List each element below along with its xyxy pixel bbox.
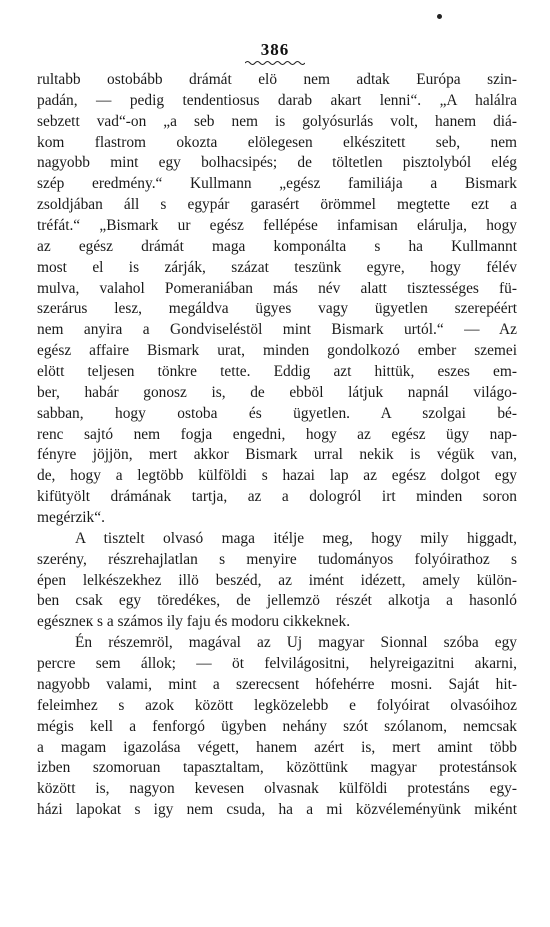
text-line: nagyobb mint egy bolhacsipés; de töltetlen pisztolyból elég	[37, 154, 517, 172]
paragraph-first-line: A tisztelt olvasó maga itélje meg, hogy mily higgadt,	[75, 529, 517, 547]
wavy-rule	[245, 60, 305, 66]
text-line: az egész drámát maga komponálta s ha Kullmannt	[37, 237, 517, 255]
page-header	[0, 40, 550, 66]
text-line: elött teljesen tönkre tette. Eddig azt hittük, eszes em-	[37, 363, 517, 381]
ink-dot	[437, 14, 442, 19]
text-line: rultabb ostobább drámát elö nem adtak Európa szin-	[37, 71, 517, 88]
text-line: fényre jöjjön, mert akkor Bismark urral nekik is végük van,	[37, 446, 517, 464]
text-line: feleimhez s azok között legközelebb e folyóirat olvasóihoz	[37, 696, 517, 714]
text-line: renc sajtó nem fogja engedni, hogy az egész ügy nap-	[37, 425, 517, 443]
text-line: házi lapokat s igy nem csuda, ha a mi közvéleményünk miként	[37, 801, 517, 819]
text-line: ben csak egy töredékes, de jellemzö részét alkotja a hasonló	[37, 592, 517, 610]
text-line: kifütyölt drámának tartja, az a dologról irt minden soron	[37, 488, 517, 506]
text-line: mulva, valahol Pomeraniában más név alatt tisztességes fü-	[37, 279, 517, 297]
text-line: megérzik“.	[37, 509, 105, 527]
text-line: percre sem állok; — öt felvilágositni, helyreigazitni akarni,	[37, 655, 517, 673]
text-line: kom flastrom okozta elölegesen elkészitett seb, nem	[37, 133, 517, 151]
text-line: ber, habár gonosz is, de ebböl látjuk napnál világo-	[37, 383, 517, 401]
text-line: sabban, hogy ostoba és ügyetlen. A szolgai bé-	[37, 404, 517, 422]
text-line: egész affaire Bismark urat, minden gondolkozó ember szemei	[37, 342, 517, 360]
text-line: sebzett vad“-on „a seb nem is golyósurlás volt, hanem diá-	[37, 112, 517, 130]
text-line: szerárus lesz, megáldva ügyes vagy ügyetlen szerepéért	[37, 300, 517, 318]
text-line: szép eredmény.“ Kullmann „egész familiája a Bismark	[37, 175, 517, 193]
body-text	[37, 70, 517, 821]
text-line: egészneк s a számos ily faju és modoru cikkeknek.	[37, 613, 351, 631]
text-line: nem anyira a Gondviseléstöl mint Bismark urtól.“ — Az	[37, 321, 517, 339]
text-line: zsoldjában áll s egypár garasért örömmel megtette ezt a	[37, 196, 517, 214]
text-line: tréfát.“ „Bismark ur egész fellépése infamisan elárulja, hogy	[37, 217, 517, 235]
page-number: 386	[260, 40, 290, 59]
text-line: de, hogy a legtöbb külföldi s hazai lap az egész dolgot egy	[37, 467, 517, 485]
paragraph-first-line: Én részemröl, magával az Uj magyar Sionnal szóba egy	[75, 634, 517, 652]
text-line: most el is zárják, százat teszünk egyre, hogy félév	[37, 258, 517, 276]
text-line: a magam igazolása végett, hanem azért is, mert amint több	[37, 738, 517, 756]
text-line: nagyobb valami, mint a szerecsent hófehérre mosni. Saját hit-	[37, 675, 517, 693]
text-line: szerény, részrehajlatlan s menyire tudományos folyóirathoz s	[37, 550, 517, 568]
text-line: között is, nagyon kevesen olvasnak külföldi protestáns egy-	[37, 780, 517, 798]
text-line: mégis kell a fenforgó ügyben nehány szót szólanom, nemcsak	[37, 717, 517, 735]
text-line: épen lelkészekhez illö beszéd, az imént idézett, amely külön-	[37, 571, 517, 589]
text-line: izben szomoruan tapasztaltam, közöttünk magyar protestánsok	[37, 759, 517, 777]
text-line: padán, — pedig tendentiosus darab akart lenni“. „A halálra	[37, 91, 517, 109]
